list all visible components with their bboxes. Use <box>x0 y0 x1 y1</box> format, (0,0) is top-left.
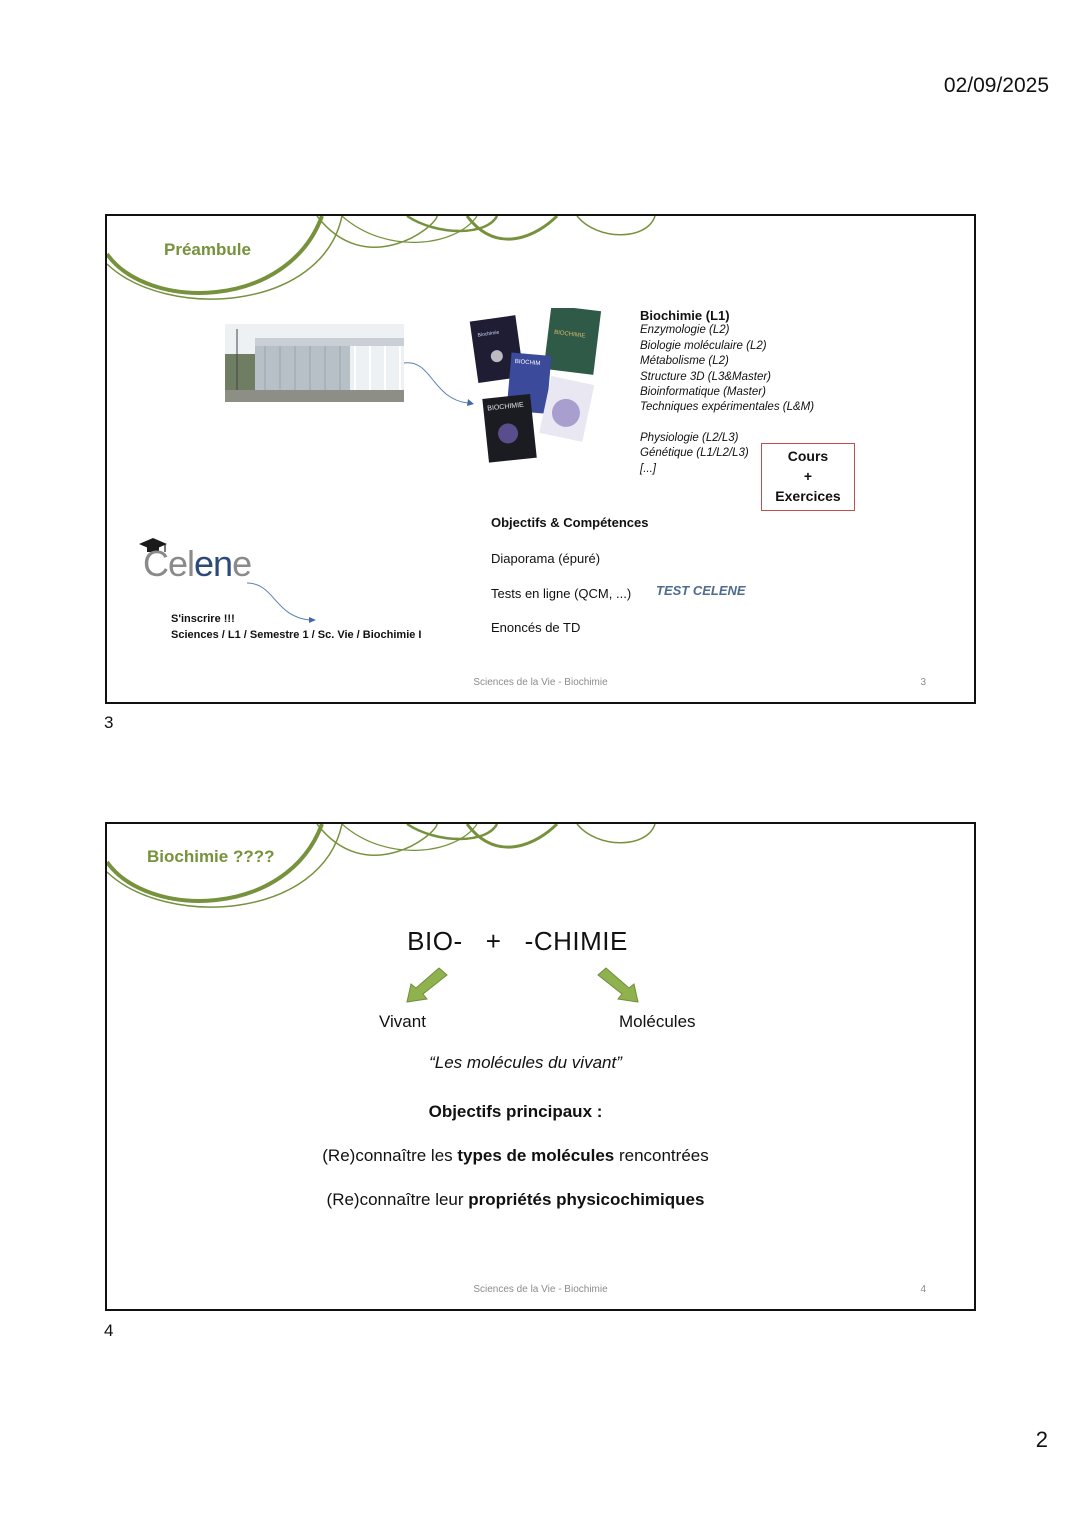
text: rencontrées <box>614 1146 709 1165</box>
celene-instructions <box>171 611 421 643</box>
course-item: Génétique (L1/L2/L3) <box>640 447 749 460</box>
cours-box-line: Exercices <box>775 488 841 504</box>
course-item: Métabolisme (L2) <box>640 355 729 368</box>
slide-index-label: 3 <box>104 713 114 732</box>
slide-number: 3 <box>920 677 926 688</box>
course-item: Physiologie (L2/L3) <box>640 431 739 444</box>
connector-arrow <box>402 359 477 409</box>
course-item: Biologie moléculaire (L2) <box>640 339 767 352</box>
arrow-down-right-icon <box>594 966 640 1004</box>
text: (Re)connaître les <box>322 1146 458 1165</box>
objective-line: Tests en ligne (QCM, ...) <box>491 586 632 601</box>
decorative-swirl <box>107 216 976 316</box>
slide-number: 4 <box>920 1284 926 1295</box>
slide-index-label: 4 <box>104 1321 114 1340</box>
svg-text:BIOCHIM: BIOCHIM <box>514 358 541 368</box>
course-main: Biochimie (L1) <box>640 308 730 323</box>
objective-line: Enoncés de TD <box>491 620 581 635</box>
course-item: Enzymologie (L2) <box>640 324 730 337</box>
svg-text:BIOCHIMIE: BIOCHIMIE <box>553 329 586 340</box>
slide-biochimie <box>105 822 976 1311</box>
heading-part: -CHIMIE <box>524 926 628 956</box>
course-item: Bioinformatique (Master) <box>640 386 766 399</box>
celene-line: Sciences / L1 / Semestre 1 / Sc. Vie / Biochimie I <box>171 629 422 641</box>
heading-part: BIO- <box>407 926 463 956</box>
objective-line <box>107 1146 974 1166</box>
slide-title: Biochimie ???? <box>147 847 275 866</box>
building-photo <box>225 324 404 402</box>
cours-exercices-box <box>761 443 855 511</box>
slide-footer: Sciences de la Vie - Biochimie <box>473 1284 608 1295</box>
quote: “Les molécules du vivant” <box>429 1053 622 1072</box>
vivant-label: Vivant <box>379 1012 426 1031</box>
text: (Re)connaître leur <box>326 1190 469 1209</box>
emphasis: types de molécules <box>457 1146 615 1165</box>
svg-text:Celene: Celene <box>143 543 252 582</box>
page-date: 02/09/2025 <box>943 74 1049 97</box>
molecules-label: Molécules <box>619 1012 696 1031</box>
course-item: Techniques expérimentales (L&M) <box>640 401 815 414</box>
celene-logo <box>137 534 259 582</box>
slide-preambule <box>105 214 976 704</box>
celene-line: S'inscrire !!! <box>171 613 235 625</box>
decorative-swirl <box>107 824 976 924</box>
objectives-title: Objectifs principaux : <box>428 1102 603 1121</box>
test-celene-link[interactable]: TEST CELENE <box>656 583 746 598</box>
objective-line <box>107 1190 974 1210</box>
textbook-covers <box>467 308 607 468</box>
svg-text:Biochimie: Biochimie <box>477 329 500 339</box>
slide-footer: Sciences de la Vie - Biochimie <box>473 677 608 688</box>
emphasis: propriétés physicochimiques <box>468 1190 705 1209</box>
course-item: Structure 3D (L3&Master) <box>640 370 772 383</box>
bio-chimie-heading <box>107 926 974 957</box>
course-item: [...] <box>640 462 656 475</box>
svg-text:BIOCHIMIE: BIOCHIMIE <box>487 401 525 413</box>
cours-box-line: + <box>803 468 813 484</box>
objective-line: Diaporama (épuré) <box>491 551 601 566</box>
cours-box-line: Cours <box>787 448 829 464</box>
heading-plus: + <box>485 926 502 956</box>
arrow-down-left-icon <box>405 966 451 1004</box>
slide-title: Préambule <box>164 240 251 259</box>
page-number: 2 <box>1035 1427 1048 1452</box>
objectives-title: Objectifs & Compétences <box>491 515 649 530</box>
